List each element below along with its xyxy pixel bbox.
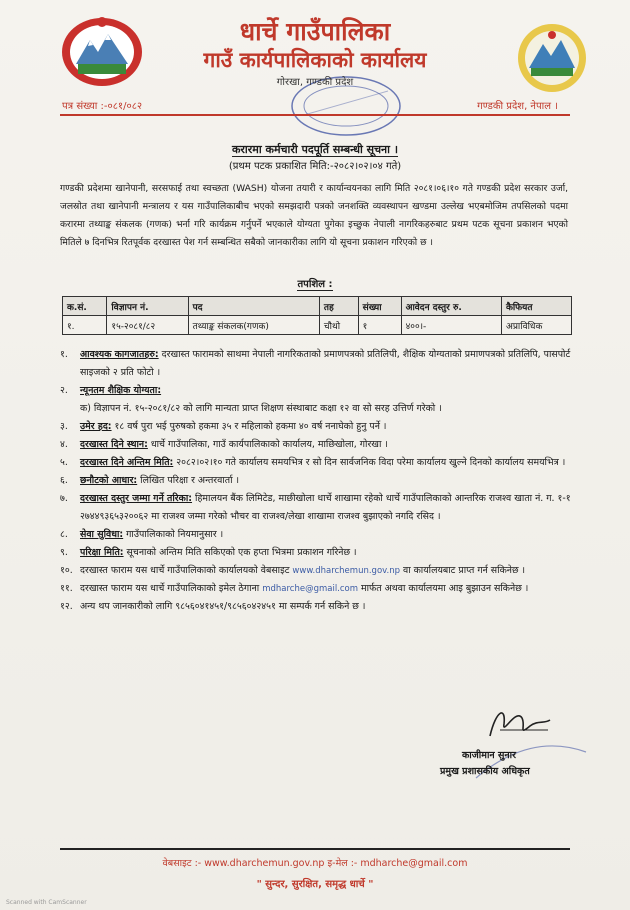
item-text: धार्चे गाउँपालिका, गाउँ कार्यपालिकाको कार्यालय, माछिखोला, गोरखा । <box>147 439 388 450</box>
list-item <box>60 580 572 598</box>
item-label: न्यूनतम शैक्षिक योग्यता: <box>80 385 162 396</box>
item-label: दरखास्त दस्तुर जम्मा गर्ने तरिका: <box>80 493 193 504</box>
municipality-name: धार्चे गाउँपालिका <box>239 17 391 46</box>
item-number: ११. <box>60 583 73 594</box>
email-link[interactable]: mdharche@gmail.com <box>262 584 359 594</box>
column-header: कैफियत <box>501 297 571 316</box>
item-label: आवश्यक कागजातहरु: <box>80 349 159 360</box>
table-cell: चौथो <box>319 316 358 335</box>
table-cell: १ <box>358 316 401 335</box>
item-text: २०८२।०२।१० गते कार्यालय समयभित्र र सो दिन सार्वजनिक विदा परेमा कार्यालय खुल्ने दिनको कार्यालय समयभित्र । <box>173 457 566 468</box>
item-number: १२. <box>60 601 73 612</box>
item-number: २. <box>60 385 68 396</box>
notice-title: करारमा कर्मचारी पदपूर्ति सम्बन्धी सूचना । <box>231 143 399 156</box>
reference-number: पत्र संख्या :-०८१/०८२ <box>62 101 143 112</box>
item-text: हिमालयन बैंक लिमिटेड, माछीखोला धार्चे शाखामा रहेको धार्चे गाउँपालिकाको आन्तरिक राजश्व खाता नं. ग. १-१ २७४४९३६५३२००६२ मा राजश्व जम्मा गरेको भौचर वा राजश्व/लेखा शाखामा राजश्व बुझाएको नगदि रसिद । <box>80 493 571 522</box>
list-item <box>60 490 572 526</box>
vacancy-table <box>62 296 572 335</box>
column-header: पद <box>188 297 319 316</box>
item-label: उमेर हद: <box>80 421 112 432</box>
item-text: दरखास्त फाराम यस धार्चे गाउँपालिकाको कार्यालयको वेबसाइट <box>80 565 293 576</box>
item-number: ८. <box>60 529 68 540</box>
header-divider <box>60 114 570 116</box>
list-item <box>60 562 572 580</box>
province-label: गण्डकी प्रदेश, नेपाल । <box>477 101 558 112</box>
list-item <box>60 454 572 472</box>
column-header: तह <box>319 297 358 316</box>
footer-contact: वेबसाइट :- www.dharchemun.gov.np इ-मेल :- mdharche@gmail.com <box>162 858 468 869</box>
scanner-watermark: Scanned with CamScanner <box>6 899 87 906</box>
item-number: ४. <box>60 439 68 450</box>
item-text: क) विज्ञापन नं. १५-२०८१/८२ को लागि मान्यता प्राप्त शिक्षण संस्थाबाट कक्षा १२ वा सो सरह उत्तिर्ण गरेको । <box>80 403 442 414</box>
item-number: ७. <box>60 493 68 504</box>
item-number: ५. <box>60 457 68 468</box>
notice-date: (प्रथम पटक प्रकाशित मिति:-२०८२।०२।०४ गते) <box>228 161 402 172</box>
item-number: १०. <box>60 565 73 576</box>
table-row <box>63 316 572 335</box>
details-heading: तपशिल : <box>297 279 333 290</box>
list-item <box>60 418 572 436</box>
table-header-row <box>63 297 572 316</box>
list-item <box>60 436 572 454</box>
item-text: दरखास्त फारामको साथमा नेपाली नागरिकताको प्रमाणपत्रको प्रतिलिपी, शैक्षिक योग्यताको प्रमाणपत्रको प्रतिलिपि, पासपोर्ट साइजको २ प्रति फोटो । <box>80 349 571 378</box>
list-item <box>60 544 572 562</box>
item-label: छनौटको आधार: <box>80 475 138 486</box>
footer-divider <box>60 848 570 850</box>
item-label: परिक्षा मिति: <box>80 547 124 558</box>
signatory-name: काजीमान सुनार <box>462 750 517 761</box>
table-cell: तथ्याङ्क संकलक(गणक) <box>188 316 319 335</box>
item-number: ३. <box>60 421 68 432</box>
list-item <box>60 382 572 400</box>
item-text: सूचनाको अन्तिम मिति सकिएको एक हप्ता भित्रमा प्रकाशन गरिनेछ । <box>123 547 357 558</box>
item-label: दरखास्त दिने स्थान: <box>80 439 148 450</box>
notice-intro: गण्डकी प्रदेशमा खानेपानी, सरसफाई तथा स्वच्छता (WASH) योजना तयारी र कार्यान्वयनका लागि मिति २०८१।०६।१० गते गण्डकी प्रदेश सरकार उर्जा, जलस्रोत तथा खानेपानी मन्त्रालय र यस गाउँपालिकाबीच भएको समझदारी पत्रको जनशक्ति व्यवस्थापन खण्डमा उल्लेख भएबमोजिम तपसिलको पदमा करारमा तथ्याङ्क संकलक (गणक) भर्ना गरि कार्यक्रम गर्नुपर्ने भएकाले योग्यता पुगेका इच्छुक नेपाली नागरिकहरुबाट प्रथम पटक सूचना प्रकाशन भएको मितिले ७ दिनभित्र रितपूर्वक दरखास्त पेश गर्न सम्बन्धित सबैको जानकारीका लागि यो सूचना प्रकाशन गरिएको छ । <box>60 183 568 248</box>
item-text: लिखित परिक्षा र अन्तरवार्ता । <box>137 475 240 486</box>
table-cell: १५-२०८१/८२ <box>107 316 188 335</box>
item-text: दरखास्त फाराम यस धार्चे गाउँपालिकाको इमेल ठेगाना <box>80 583 263 594</box>
table-cell: ४००।- <box>401 316 501 335</box>
item-text: गाउँपालिकाको नियमानुसार । <box>123 529 224 540</box>
list-item <box>60 526 572 544</box>
conditions-list <box>60 346 572 616</box>
list-item <box>60 400 572 418</box>
item-text: वा कार्यालयबाट प्राप्त गर्न सकिनेछ । <box>400 565 526 576</box>
list-item <box>60 346 572 382</box>
column-header: आवेदन दस्तुर रु. <box>401 297 501 316</box>
signatory-designation: प्रमुख प्रशासकीय अधिकृत <box>440 766 530 777</box>
table-cell: अप्राविधिक <box>501 316 571 335</box>
list-item <box>60 472 572 490</box>
footer-slogan: " सुन्दर, सुरक्षित, समृद्ध धार्चे " <box>256 879 374 890</box>
item-text: अन्य थप जानकारीको लागि ९८५६०४१४५१/९८५६०४२४५१ मा सम्पर्क गर्न सकिने छ । <box>80 601 366 612</box>
column-header: संख्या <box>358 297 401 316</box>
list-item <box>60 598 572 616</box>
item-number: १. <box>60 349 68 360</box>
table-cell: १. <box>63 316 107 335</box>
item-number: ९. <box>60 547 68 558</box>
column-header: क.सं. <box>63 297 107 316</box>
item-number: ६. <box>60 475 68 486</box>
office-address: गोरखा, गण्डकी प्रदेश <box>276 77 354 88</box>
office-name: गाउँ कार्यपालिकाको कार्यालय <box>203 48 427 72</box>
website-link[interactable]: www.dharchemun.gov.np <box>292 566 400 576</box>
column-header: विज्ञापन नं. <box>107 297 188 316</box>
item-label: दरखास्त दिने अन्तिम मिति: <box>80 457 174 468</box>
item-text: १८ वर्ष पुरा भई पुरुषको हकमा ३५ र महिलाको हकमा ४० वर्ष ननाघेको हुनु पर्ने । <box>111 421 387 432</box>
item-text: मार्फत अथवा कार्यालयमा आइ बुझाउन सकिनेछ । <box>358 583 529 594</box>
item-label: सेवा सुविधा: <box>80 529 124 540</box>
